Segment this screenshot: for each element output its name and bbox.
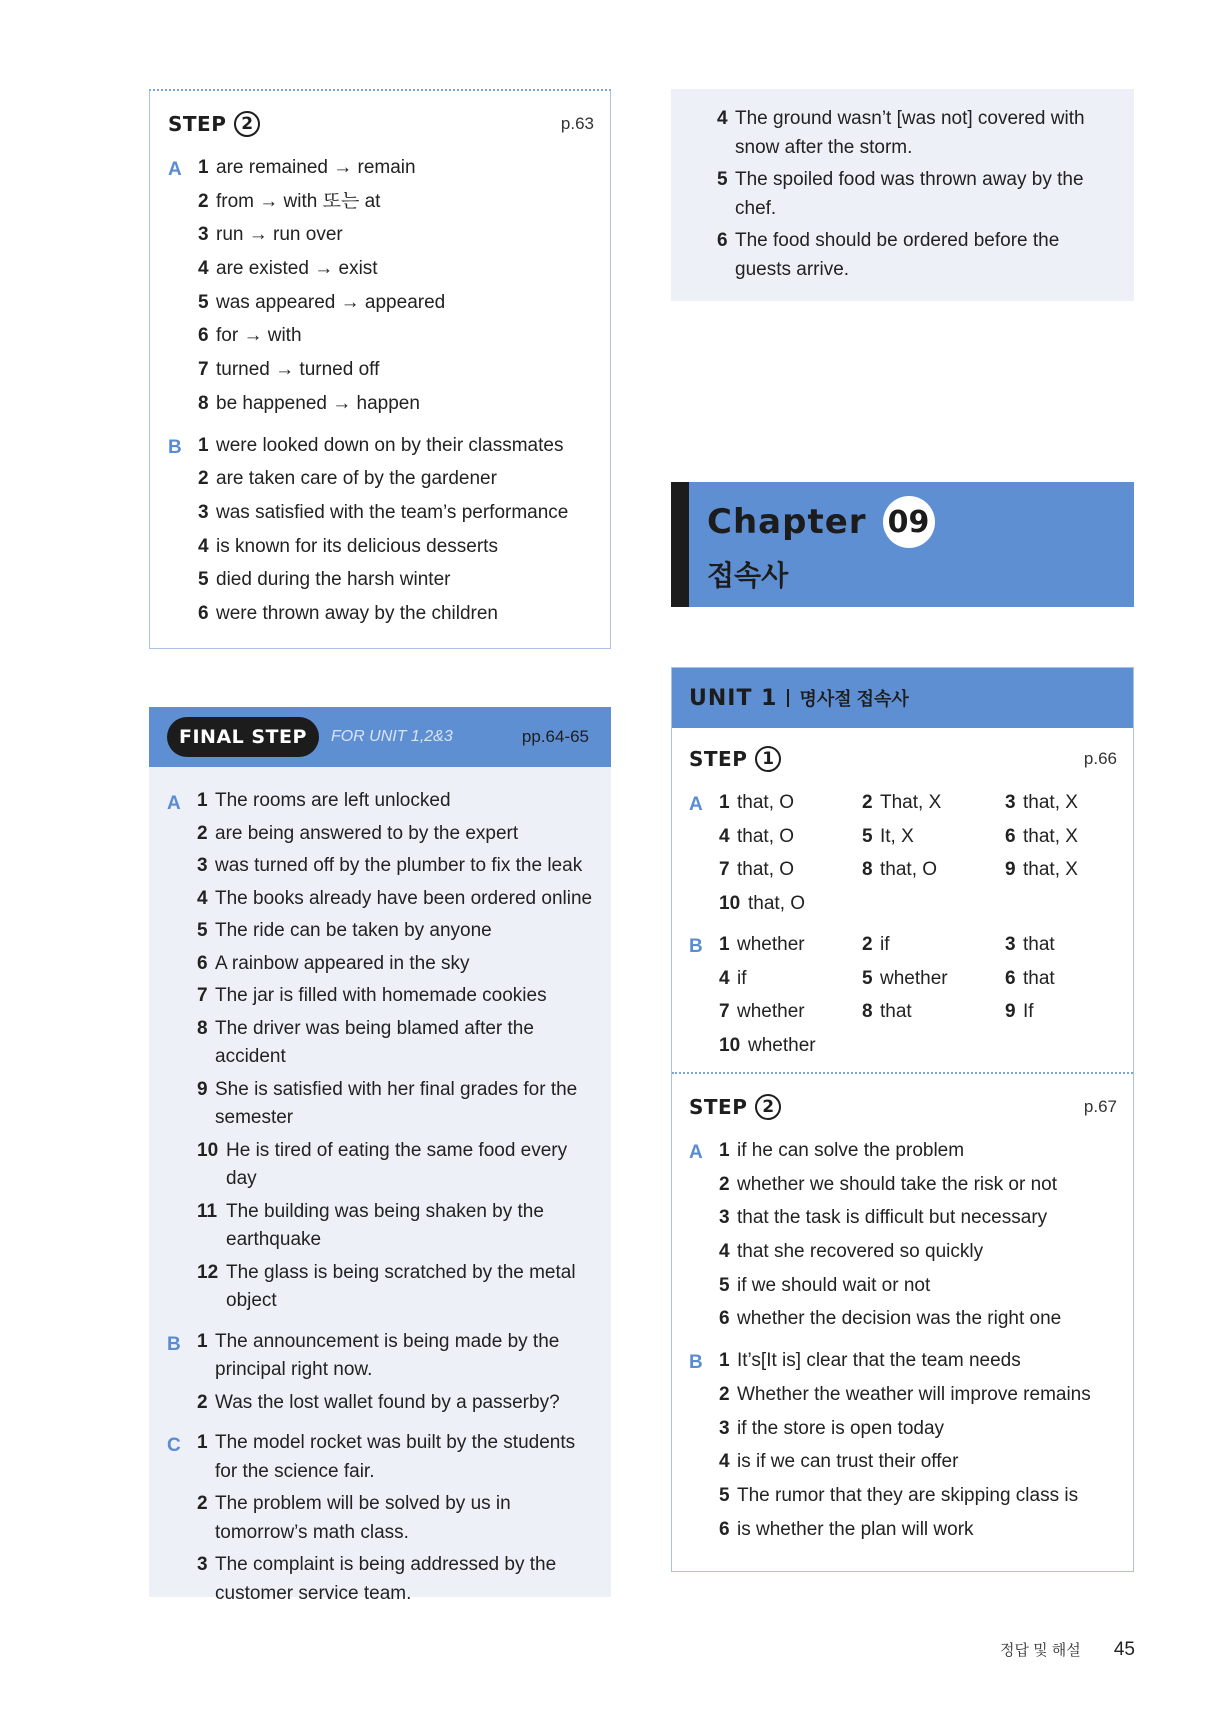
unit-step1 <box>672 728 1133 1064</box>
item-number: 5 <box>717 169 728 190</box>
item-number: 6 <box>1005 825 1016 847</box>
item-number: 4 <box>198 535 209 557</box>
final-step-subtitle: FOR UNIT 1,2&3 <box>330 728 453 745</box>
answer-item <box>1005 964 1148 993</box>
answer-list <box>198 431 594 633</box>
item-text: were thrown away by the children <box>216 602 498 624</box>
item-number: 7 <box>719 1001 730 1022</box>
answer-item <box>862 997 1005 1026</box>
item-number: 6 <box>719 1308 730 1330</box>
page-footer <box>1000 1639 1135 1661</box>
answer-list <box>719 1136 1117 1338</box>
answer-item <box>197 852 597 881</box>
answer-grid <box>719 788 1148 922</box>
answer-item <box>197 1490 597 1547</box>
item-text: if <box>880 934 890 955</box>
answer-section <box>168 431 594 633</box>
final-step-panel <box>149 707 611 1604</box>
item-text: if <box>737 967 747 989</box>
item-number: 8 <box>862 1001 873 1022</box>
item-text: The books already have been ordered online <box>215 887 593 909</box>
answer-section <box>167 787 597 1320</box>
answer-item <box>719 1304 1117 1333</box>
section-letter: B <box>689 1352 703 1374</box>
item-number: 4 <box>198 258 209 280</box>
item-number: 1 <box>719 792 730 813</box>
answer-item <box>198 254 594 283</box>
item-number: 1 <box>197 1432 208 1453</box>
unit-header <box>672 668 1133 728</box>
continued-answers-box <box>671 89 1134 301</box>
step-title: STEP 2 <box>168 111 260 137</box>
step-number-circle: 2 <box>234 111 260 137</box>
item-text: Whether the weather will improve remains <box>737 1383 1091 1405</box>
answer-item <box>719 1031 862 1060</box>
item-number: 5 <box>197 920 208 941</box>
answer-item <box>862 788 1005 817</box>
item-number: 2 <box>197 822 208 844</box>
answer-item <box>719 855 862 884</box>
answer-item <box>1005 822 1148 851</box>
item-text: run → run over <box>216 224 343 246</box>
item-number: 1 <box>197 790 208 811</box>
chapter-word: Chapter <box>707 502 867 542</box>
answer-item <box>197 1389 597 1418</box>
item-number: 2 <box>198 468 209 490</box>
answer-item <box>719 1346 1117 1375</box>
answer-item <box>719 1136 1117 1165</box>
item-text: It’s[It is] clear that the team needs <box>737 1350 1021 1372</box>
answer-item <box>197 1328 597 1385</box>
page-number: 45 <box>1113 1639 1135 1660</box>
item-text: that, X <box>1023 859 1078 880</box>
answer-item <box>197 950 597 979</box>
final-step-badge: FINAL STEP <box>167 717 319 757</box>
item-text: if he can solve the problem <box>737 1140 965 1161</box>
answer-item <box>719 1414 1117 1443</box>
item-text: is known for its delicious desserts <box>216 535 498 557</box>
item-number: 11 <box>197 1200 218 1222</box>
answer-list <box>197 1328 597 1422</box>
item-text: turned → turned off <box>216 359 380 381</box>
footer-label: 정답 및 해설 <box>1000 1642 1081 1659</box>
answer-section <box>168 153 594 423</box>
item-number: 3 <box>719 1417 730 1439</box>
answer-item <box>717 105 1104 162</box>
page-reference: p.67 <box>1083 1097 1117 1116</box>
item-text: The food should be ordered before the guests arrive. <box>735 230 1060 280</box>
item-number: 4 <box>719 1451 730 1473</box>
item-number: 10 <box>197 1139 219 1161</box>
answer-item <box>197 1198 597 1255</box>
item-number: 3 <box>197 855 208 876</box>
item-text: are existed → exist <box>216 258 378 280</box>
item-number: 4 <box>717 108 728 129</box>
answer-item <box>1005 788 1148 817</box>
answer-item <box>198 288 594 317</box>
answer-item <box>719 1515 1117 1544</box>
item-number: 1 <box>198 434 209 456</box>
item-text: whether <box>737 1001 805 1022</box>
answer-item <box>198 187 594 216</box>
item-number: 12 <box>197 1261 219 1283</box>
item-number: 2 <box>197 1493 208 1514</box>
answer-item <box>198 532 594 561</box>
answer-item <box>719 997 862 1026</box>
item-number: 4 <box>719 825 730 847</box>
answer-list <box>197 787 597 1320</box>
unit-title: 명사절 접속사 <box>799 689 909 709</box>
answer-item <box>719 1203 1117 1232</box>
item-number: 9 <box>1005 1001 1016 1022</box>
item-number: 2 <box>862 934 873 955</box>
answer-item <box>197 820 597 849</box>
item-text: that <box>1023 967 1055 989</box>
answer-item <box>719 1170 1117 1199</box>
item-number: 5 <box>719 1484 730 1506</box>
final-step-header <box>149 707 611 767</box>
item-text: that <box>1023 934 1055 955</box>
answer-item <box>717 227 1104 284</box>
item-text: is if we can trust their offer <box>737 1451 959 1473</box>
chapter-banner <box>671 482 1134 607</box>
item-text: are taken care of by the gardener <box>216 468 497 490</box>
item-number: 5 <box>719 1274 730 1296</box>
answer-item <box>198 431 594 460</box>
item-number: 4 <box>719 1241 730 1263</box>
item-number: 1 <box>719 1350 730 1372</box>
answer-item <box>719 1380 1117 1409</box>
item-text: whether <box>880 967 948 989</box>
section-letter: C <box>167 1435 181 1456</box>
section-letter: A <box>168 159 182 180</box>
item-text: was turned off by the plumber to fix the leak <box>215 855 583 876</box>
answer-item <box>197 787 597 816</box>
item-text: are remained → remain <box>216 157 416 178</box>
answer-sections <box>168 153 594 633</box>
item-text: for → with <box>216 325 302 347</box>
item-number: 5 <box>198 569 209 591</box>
item-text: whether the decision was the right one <box>737 1308 1062 1330</box>
unit-label: UNIT 1 <box>689 685 778 711</box>
step-title: STEP 1 <box>689 746 781 772</box>
answer-item <box>719 930 862 959</box>
item-text: that <box>880 1001 912 1022</box>
answer-item <box>198 464 594 493</box>
section-letter: B <box>167 1333 181 1355</box>
answer-section <box>167 1429 597 1612</box>
answer-item <box>198 355 594 384</box>
answer-item <box>719 788 862 817</box>
step-header <box>689 1092 1117 1122</box>
item-number: 3 <box>719 1207 730 1229</box>
answer-item <box>197 1429 597 1486</box>
answer-item <box>197 1137 597 1194</box>
item-number: 7 <box>198 359 209 381</box>
answer-item <box>197 982 597 1011</box>
answer-list <box>197 1429 597 1612</box>
item-number: 1 <box>719 934 730 955</box>
item-text: The problem will be solved by us in tomorrow’s math class. <box>215 1493 511 1543</box>
item-text: if the store is open today <box>737 1417 945 1439</box>
item-text: A rainbow appeared in the sky <box>215 952 470 974</box>
item-text: were looked down on by their classmates <box>216 434 564 456</box>
answer-item <box>719 889 862 918</box>
answer-item <box>862 964 1005 993</box>
item-text: It, X <box>880 825 914 847</box>
item-number: 5 <box>198 291 209 313</box>
item-text: died during the harsh winter <box>216 569 451 591</box>
item-number: 8 <box>197 1017 208 1039</box>
step-number-circle: 2 <box>755 1094 781 1120</box>
item-number: 2 <box>719 1383 730 1405</box>
item-text: The announcement is being made by the principal right now. <box>215 1330 560 1380</box>
item-number: 6 <box>198 602 209 624</box>
answer-item <box>198 321 594 350</box>
item-number: 6 <box>1005 967 1016 989</box>
answer-item <box>719 1447 1117 1476</box>
item-text: is whether the plan will work <box>737 1518 974 1540</box>
item-text: The rumor that they are skipping class is <box>737 1484 1079 1506</box>
item-text: whether we should take the risk or not <box>737 1173 1058 1195</box>
item-number: 2 <box>198 190 209 212</box>
page-reference: pp.64-65 <box>521 727 589 746</box>
step-title: STEP 2 <box>689 1094 781 1120</box>
item-number: 5 <box>862 967 873 989</box>
answer-item <box>198 599 594 628</box>
item-number: 8 <box>862 859 873 880</box>
item-number: 1 <box>719 1140 730 1161</box>
item-number: 5 <box>862 825 873 847</box>
item-text: that the task is difficult but necessary <box>737 1207 1048 1229</box>
answer-item <box>862 822 1005 851</box>
item-number: 4 <box>197 887 208 909</box>
answer-item <box>1005 930 1148 959</box>
unit-box <box>671 667 1134 1572</box>
answer-item <box>719 1237 1117 1266</box>
section-b <box>689 1346 1117 1548</box>
item-number: 6 <box>717 230 728 251</box>
answer-sections <box>149 767 611 1612</box>
section-letter: A <box>167 793 181 814</box>
step-header <box>168 109 594 139</box>
item-number: 8 <box>198 392 209 414</box>
item-text: that, X <box>1023 825 1078 847</box>
step-number-circle: 1 <box>755 746 781 772</box>
answer-item <box>862 930 1005 959</box>
item-text: was appeared → appeared <box>216 291 446 313</box>
answer-list <box>717 105 1104 284</box>
item-number: 3 <box>1005 792 1016 813</box>
item-text: if we should wait or not <box>737 1274 931 1296</box>
item-text: was satisfied with the team’s performance <box>216 501 569 523</box>
item-text: The building was being shaken by the earthquake <box>226 1200 544 1250</box>
item-text: that, X <box>1023 792 1078 813</box>
section-a <box>689 788 1117 922</box>
answer-list <box>719 1346 1117 1548</box>
item-text: that, O <box>748 892 806 914</box>
item-text: whether <box>748 1034 816 1056</box>
answer-item <box>1005 997 1148 1026</box>
answer-item <box>197 885 597 914</box>
item-number: 6 <box>719 1518 730 1540</box>
chapter-number: 09 <box>883 496 935 548</box>
answer-grid <box>719 930 1148 1064</box>
answer-item <box>197 1259 597 1316</box>
item-text: that, O <box>880 859 938 880</box>
item-text: He is tired of eating the same food every day <box>226 1139 568 1189</box>
item-number: 7 <box>719 859 730 880</box>
item-text: That, X <box>880 792 942 813</box>
answer-item <box>198 389 594 418</box>
answer-item <box>1005 855 1148 884</box>
item-number: 2 <box>197 1391 208 1413</box>
item-text: She is satisfied with her final grades for the semester <box>215 1078 578 1128</box>
answer-item <box>197 917 597 946</box>
page-reference: p.63 <box>560 114 594 133</box>
answer-list <box>198 153 594 423</box>
item-number: 2 <box>862 792 873 813</box>
item-number: 3 <box>198 501 209 523</box>
answer-item <box>198 220 594 249</box>
answer-section <box>167 1328 597 1422</box>
section-letter: A <box>689 1142 703 1163</box>
item-number: 3 <box>1005 934 1016 955</box>
step2-box <box>149 89 611 649</box>
item-text: The jar is filled with homemade cookies <box>215 985 547 1006</box>
item-number: 9 <box>197 1078 208 1100</box>
step-header <box>689 744 1117 774</box>
section-letter: A <box>689 794 703 815</box>
unit-step2 <box>672 1072 1133 1548</box>
item-text: The glass is being scratched by the metal object <box>226 1261 576 1311</box>
item-text: The model rocket was built by the students for the science fair. <box>215 1432 576 1482</box>
item-text: that, O <box>737 792 795 813</box>
item-number: 3 <box>198 224 209 246</box>
item-number: 10 <box>719 1034 741 1056</box>
item-number: 1 <box>198 157 209 178</box>
item-text: that, O <box>737 825 795 847</box>
item-text: from → with 또는 at <box>216 190 381 212</box>
answer-item <box>197 1076 597 1133</box>
item-text: be happened → happen <box>216 392 420 414</box>
item-text: The spoiled food was thrown away by the chef. <box>735 169 1084 219</box>
section-a <box>689 1136 1117 1338</box>
answer-item <box>862 855 1005 884</box>
unit-separator <box>787 689 789 707</box>
chapter-title: 접속사 <box>707 559 789 592</box>
chapter-heading <box>707 496 1134 548</box>
answer-item <box>719 822 862 851</box>
item-number: 6 <box>197 952 208 974</box>
item-text: The ground wasn’t [was not] covered with snow after the storm. <box>735 108 1085 158</box>
item-number: 3 <box>197 1554 208 1575</box>
item-number: 9 <box>1005 859 1016 880</box>
answer-item <box>719 964 862 993</box>
answer-item <box>717 166 1104 223</box>
answer-item <box>198 498 594 527</box>
answer-item <box>198 153 594 182</box>
item-number: 2 <box>719 1173 730 1195</box>
section-b <box>689 930 1117 1064</box>
answer-item <box>198 565 594 594</box>
item-number: 1 <box>197 1330 208 1352</box>
item-text: that, O <box>737 859 795 880</box>
item-text: The rooms are left unlocked <box>215 790 451 811</box>
answer-item <box>197 1551 597 1608</box>
item-text: whether <box>737 934 805 955</box>
item-text: The driver was being blamed after the accident <box>215 1017 534 1067</box>
section-letter: B <box>689 936 703 957</box>
answer-item <box>197 1015 597 1072</box>
item-text: The complaint is being addressed by the customer service team. <box>215 1554 557 1604</box>
item-number: 10 <box>719 892 741 914</box>
item-text: that she recovered so quickly <box>737 1241 984 1263</box>
answer-item <box>719 1271 1117 1300</box>
page-reference: p.66 <box>1083 749 1117 768</box>
item-number: 7 <box>197 985 208 1006</box>
item-number: 6 <box>198 325 209 347</box>
item-number: 4 <box>719 967 730 989</box>
item-text: The ride can be taken by anyone <box>215 920 492 941</box>
answer-item <box>719 1481 1117 1510</box>
item-text: Was the lost wallet found by a passerby? <box>215 1391 560 1413</box>
item-text: are being answered to by the expert <box>215 822 519 844</box>
item-text: If <box>1023 1001 1034 1022</box>
section-letter: B <box>168 436 182 458</box>
